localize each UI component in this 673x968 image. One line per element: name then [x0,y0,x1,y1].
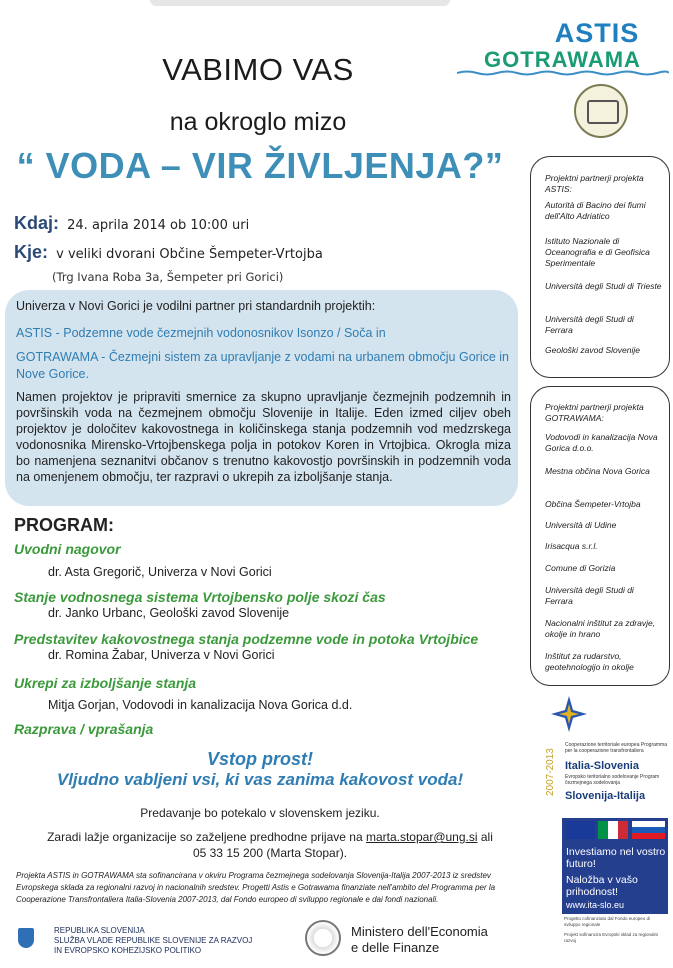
page-title: VABIMO VAS [162,52,354,87]
italia-slovenia-logo [545,694,670,809]
partner-item: Občina Šempeter-Vrtojba [545,499,641,509]
registration-note [40,829,500,861]
gov-line: REPUBLIKA SLOVENIJA [54,926,145,935]
banner-text-it: Investiamo nel vostro futuro! [566,846,666,870]
partner-item: Irisacqua s.r.l. [545,541,598,551]
ministry-line: e delle Finanze [351,940,440,955]
partner-item: Università degli Studi di Trieste [545,281,662,291]
italy-emblem-icon [305,920,341,956]
partners-heading: Projektni partnerji projekta GOTRAWAMA: [545,402,644,423]
gotrawama-logo: GOTRAWAMA [484,47,641,72]
partner-item: Inštitut za rudarstvo, geotehnologijo in okolje [545,651,634,672]
registration-text: Zaradi lažje organizacije so zaželjene predhodne prijave na [47,830,363,844]
slovenia-flag-icon [632,821,665,839]
program-coop-it: Cooperazione territoriale europea Programma per la cooperazione transfrontaliera [565,742,667,754]
location-value: v veliki dvorani Občine Šempeter-Vrtojba [56,247,323,262]
wave-icon [457,70,669,76]
funding-note: Projekta ASTIS in GOTRAWAMA sta sofinancirana v okviru Programa čezmejnega sodelovanja Slovenija-Italija 2007-2013 iz sredstev Evropskega sklada za regionalni razvoj in nacionalnih sredstev. Progetti Astis e Gotrawama finanziate nell'ambito del Programma per la Cooperazione Transfrontaliera Italia-Slovenia 2007-2013, dal Fondo europeo di sviluppo regionale e dai fondi nazionali. [16,871,496,904]
program-item-title: Uvodni nagovor [14,541,121,557]
program-coop-si: Evropsko teritorialno sodelovanje Program čezmejnega sodelovanja [565,774,660,786]
location-address: (Trg Ivana Roba 3a, Šempeter pri Gorici) [52,270,284,284]
info-body: Namen projektov je pripraviti smernice za skupno upravljanje čezmejnih podzemnih in površinskih voda na čezmejnem območju Slovenije in Italije. Eden izmed ciljev obeh projektov je določitev kakovostnega in količinskega stanja podzemnih vod medzrskega vodonosnika Mirensko-Vrtojbenskega polja in potokov Koren in Vrtojbica. Okrogla miza bo namenjena seznanitvi občanov s trenutno kakovostjo površinskih in podzemnih voda na omenjenem območju, ter razpravi o ukrepih za izboljšanje stanja. [16,390,511,484]
program-item-title: Ukrepi za izboljšanje stanja [14,675,197,691]
italy-flag-icon [598,821,628,839]
astis-logo: ASTIS [554,18,640,48]
event-title: “ VODA – VIR ŽIVLJENJA?” [16,145,504,186]
location-label: Kje: [14,242,49,262]
date-label: Kdaj: [14,213,59,233]
partners-heading: Projektni partnerji projekta ASTIS: [545,173,644,194]
slovenia-crest-icon [18,928,34,948]
event-date [14,213,249,234]
info-gotrawama: GOTRAWAMA - Čezmejni sistem za upravljanje z vodami na urbanem območju Gorice in Nove Gorice. [16,350,509,381]
invitation-line: Vljudno vabljeni vsi, ki vas zanima kakovost voda! [56,770,464,789]
partner-item: Università degli Studi di Ferrara [545,314,634,335]
banner-text-si: Naložba v vašo prihodnost! [566,874,638,898]
language-note: Predavanje bo potekalo v slovenskem jeziku. [140,806,380,820]
info-astis: ASTIS - Podzemne vode čezmejnih vodonosnikov Isonzo / Soča in [16,326,386,340]
program-item-title: Stanje vodnosnega sistema Vrtojbensko polje skozi čas [14,589,386,605]
partner-item: Vodovodi in kanalizacija Nova Gorica d.o.o. [545,432,658,453]
partner-item: Università di Udine [545,520,617,530]
program-item-title: Razprava / vprašanja [14,721,154,737]
program-item-speaker: dr. Romina Žabar, Univerza v Novi Gorici [48,648,275,662]
partner-item: Autorità di Bacino dei fiumi dell'Alto Adriatico [545,200,646,221]
banner-small-si: Projekt sofinancira Evropski sklad za regionalni razvoj [564,932,659,943]
program-item-title: Predstavitev kakovostnega stanja podzemne vode in potoka Vrtojbice [14,631,479,647]
partner-item: Mestna občina Nova Gorica [545,466,650,476]
free-entry: Vstop prost! [207,749,313,769]
university-seal-icon [574,84,628,138]
program-item-speaker: Mitja Gorjan, Vodovodi in kanalizacija Nova Gorica d.d. [48,698,353,712]
banner-url: www.ita-slo.eu [566,900,625,910]
partners-gotrawama-box [530,386,670,686]
program-item-speaker: dr. Asta Gregorič, Univerza v Novi Gorici [48,565,272,579]
ministry-line: Ministero dell'Economia [351,924,488,939]
gov-line: IN EVROPSKO KOHEZIJSKO POLITIKO [54,946,202,955]
program-years: 2007-2013 [545,748,556,796]
partner-item: Istituto Nazionale di Oceanografia e di Geofisica Sperimentale [545,236,650,268]
gov-line: SLUŽBA VLADE REPUBLIKE SLOVENIJE ZA RAZVOJ [54,936,253,945]
program-item-speaker: dr. Janko Urbanc, Geološki zavod Slovenije [48,606,290,620]
partner-item: Geološki zavod Slovenije [545,345,640,355]
program-name-it: Italia-Slovenia [565,760,639,772]
star-mark-icon [549,694,589,734]
eu-flag-icon [565,821,595,839]
info-lead: Univerza v Novi Gorici je vodilni partner pri standardnih projektih: [16,299,376,313]
registration-phone: ali 05 33 15 200 (Marta Stopar). [192,830,493,860]
partner-item: Università degli Studi di Ferrara [545,585,634,606]
partner-item: Nacionalni inštitut za zdravje, okolje in hrano [545,618,656,639]
investment-banner [562,818,668,953]
date-value: 24. aprila 2014 ob 10:00 uri [67,218,250,233]
program-name-si: Slovenija-Italija [565,790,646,802]
event-location [14,242,323,263]
program-heading: PROGRAM: [14,515,114,535]
page-subtitle: na okroglo mizo [169,108,347,136]
registration-email-link[interactable]: marta.stopar@ung.si [365,830,478,844]
banner-small-it: Progetto cofinanziato dal Fondo europeo di sviluppo regionale [564,916,651,927]
partner-item: Comune di Gorizia [545,563,616,573]
top-decoration [150,0,450,6]
